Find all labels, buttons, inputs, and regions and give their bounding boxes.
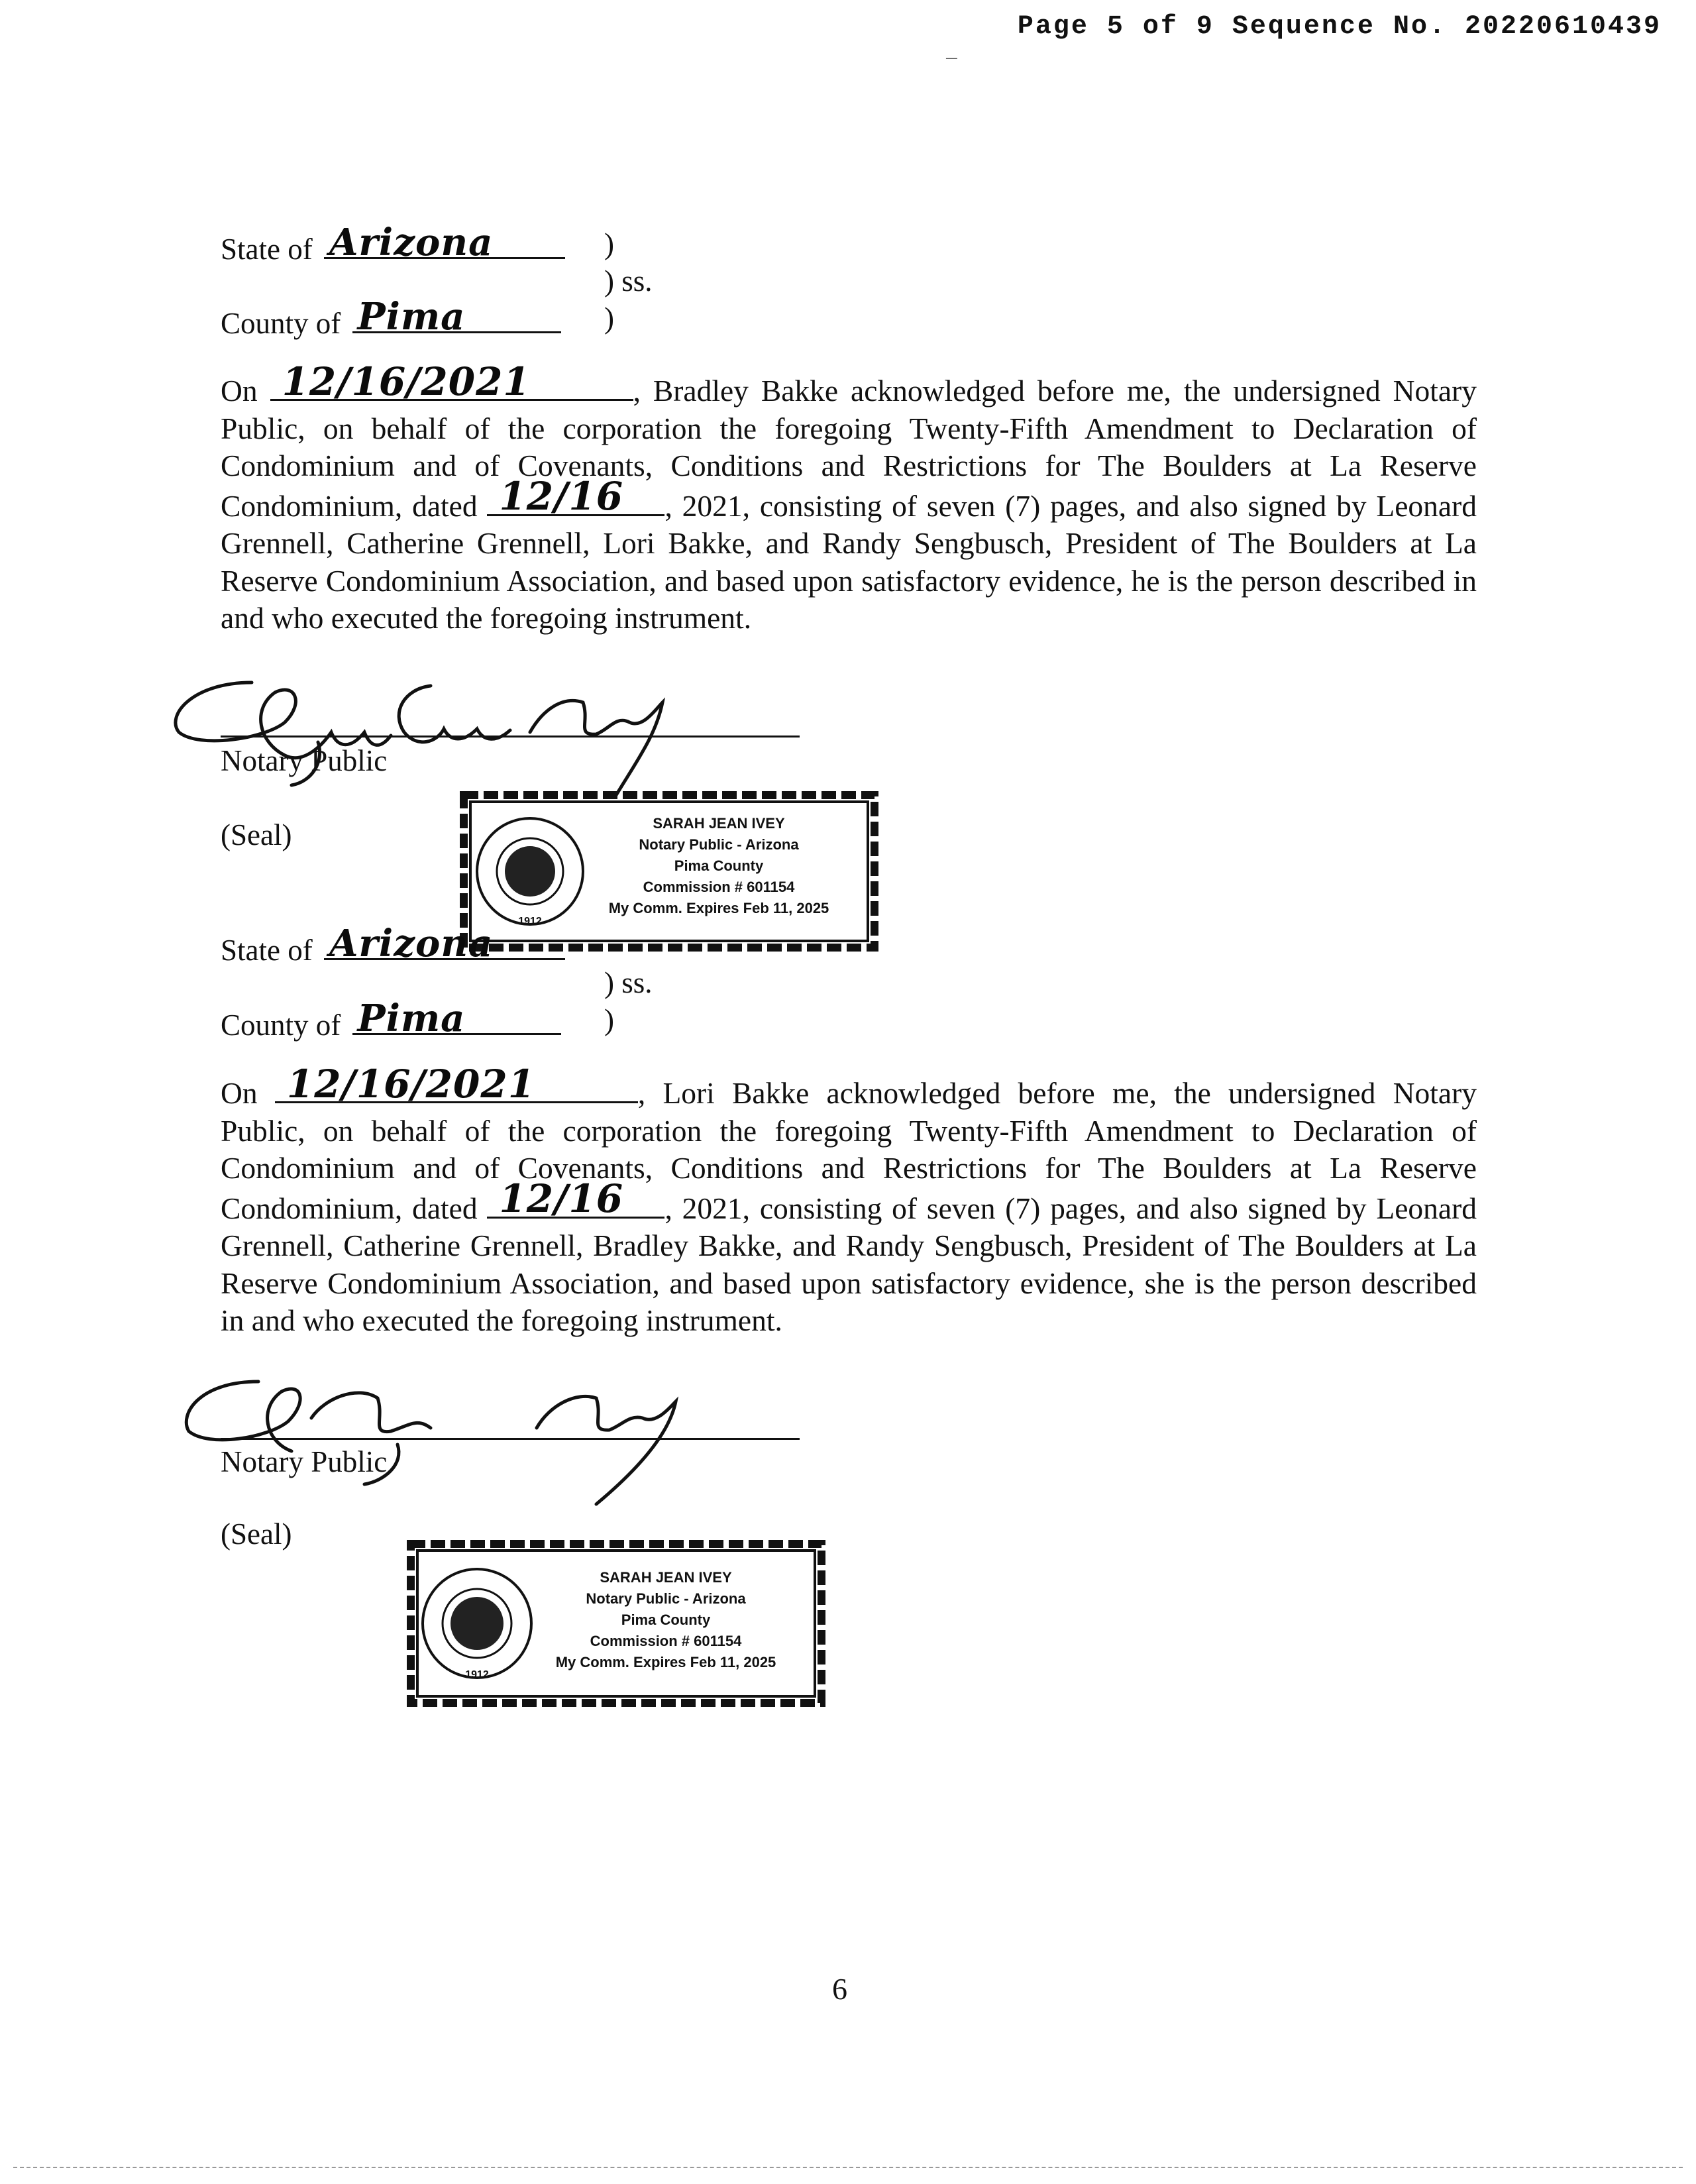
page-number: 6 — [832, 1972, 847, 2006]
dated-handwritten-2: 12/16 — [499, 1176, 624, 1221]
date-field-1 — [270, 358, 633, 404]
stamp-county-1: Pima County — [674, 857, 764, 874]
stamp-title-1: Notary Public - Arizona — [639, 836, 799, 853]
county-line-1 — [221, 295, 561, 342]
header-tick-mark: _ — [946, 42, 957, 63]
county-field-2 — [352, 997, 561, 1040]
stamp-county-2: Pima County — [621, 1611, 711, 1628]
county-label-1: County of — [221, 307, 341, 340]
county-handwritten-2: Pima — [357, 997, 466, 1040]
stamp-title-2: Notary Public - Arizona — [586, 1590, 746, 1607]
acknowledgment-text-a-2: , Lori Bakke acknowledged before me, the undersigned Notary Public, on behalf of the corporation the foregoing Twenty-Fifth Amendment to Declaration of Condominium and of Covenants, Conditions and Restrictions for The Boulders at La Reserve Condominium, dated — [221, 1076, 1477, 1225]
county-field-1 — [352, 295, 561, 339]
seal-label-1: (Seal) — [221, 818, 292, 851]
acknowledgment-paragraph-1 — [221, 358, 1477, 637]
seal-year-1: 1912 — [518, 916, 542, 927]
date-handwritten-1: 12/16/2021 — [282, 358, 531, 404]
county-label-2: County of — [221, 1009, 341, 1042]
stamp-name-1: SARAH JEAN IVEY — [653, 815, 785, 832]
acknowledgment-paragraph-2 — [221, 1061, 1477, 1340]
paren-bottom-1: ) — [604, 301, 614, 335]
acknowledgment-text-b-2: , 2021, consisting of seven (7) pages, and also signed by Leonard Grennell, Catherine Grennell, Bradley Bakke, and Randy Sengbusch, President of The Boulders at La Reserve Condominium Association, and based upon satisfactory evidence, she is the person described in and who executed the foregoing instrument. — [221, 1191, 1477, 1337]
date-handwritten-2: 12/16/2021 — [286, 1061, 536, 1107]
on-label-1: On — [221, 374, 258, 408]
notary-public-label-2: Notary Public — [221, 1445, 388, 1478]
stamp-expires-1: My Comm. Expires Feb 11, 2025 — [608, 900, 829, 916]
seal-year-2: 1912 — [465, 1669, 489, 1680]
state-line-1 — [221, 221, 565, 268]
stamp-commission-1: Commission # 601154 — [643, 879, 795, 895]
notary-public-label-1: Notary Public — [221, 744, 388, 777]
stamp-name-2: SARAH JEAN IVEY — [600, 1569, 732, 1586]
acknowledgment-text-a-1: , Bradley Bakke acknowledged before me, the undersigned Notary Public, on behalf of the corporation the foregoing Twenty-Fifth Amendment to Declaration of Condominium and of Covenants, Conditions and Restrictions for The Boulders at La Reserve Condominium, dated — [221, 374, 1477, 523]
county-line-2 — [221, 997, 561, 1044]
page-sequence-header: Page 5 of 9 Sequence No. 20220610439 — [1017, 12, 1662, 42]
stamp-commission-2: Commission # 601154 — [590, 1633, 742, 1649]
notary-stamp-2 — [404, 1537, 828, 1710]
state-label-2: State of — [221, 934, 313, 967]
dated-handwritten-1: 12/16 — [499, 474, 624, 519]
state-field-2 — [324, 922, 565, 965]
paren-bottom-2: ) — [604, 1003, 614, 1036]
state-line-2 — [221, 922, 565, 969]
state-label-1: State of — [221, 233, 313, 266]
dated-field-2 — [487, 1176, 664, 1221]
acknowledgment-text-b-1: , 2021, consisting of seven (7) pages, and also signed by Leonard Grennell, Catherine Grennell, Lori Bakke, and Randy Sengbusch, President of The Boulders at La Reserve Condominium Association, and based upon satisfactory evidence, he is the person described in and who executed the foregoing instrument. — [221, 488, 1477, 635]
state-handwritten-2: Arizona — [329, 922, 494, 965]
dated-field-1 — [487, 474, 664, 519]
ss-marker-1: ) ss. — [604, 264, 653, 298]
seal-label-2: (Seal) — [221, 1517, 292, 1551]
county-handwritten-1: Pima — [357, 295, 466, 339]
state-handwritten-1: Arizona — [329, 221, 494, 264]
notary-signature-2 — [159, 1352, 689, 1511]
date-field-2 — [275, 1061, 638, 1107]
on-label-2: On — [221, 1076, 258, 1110]
state-field-1 — [324, 221, 565, 264]
ss-marker-2: ) ss. — [604, 966, 653, 999]
scan-bottom-edge — [13, 2167, 1683, 2168]
stamp-expires-2: My Comm. Expires Feb 11, 2025 — [555, 1654, 776, 1670]
paren-top-1: ) — [604, 227, 614, 260]
notary-signature-1 — [152, 656, 682, 802]
